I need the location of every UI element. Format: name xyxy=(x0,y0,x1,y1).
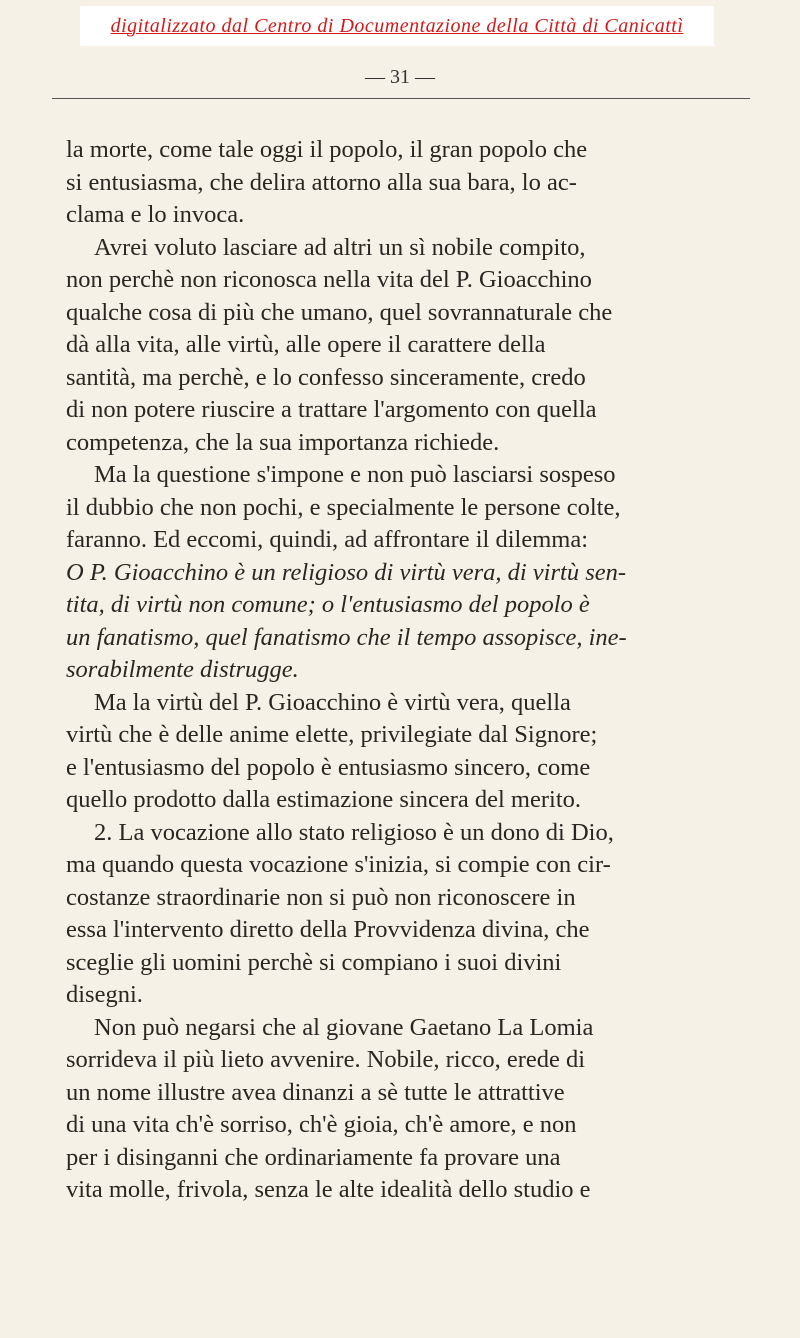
text-line: competenza, che la sua importanza richiede. xyxy=(66,428,500,456)
text-line: il dubbio che non pochi, e specialmente le persone colte, xyxy=(66,493,621,521)
text-line: essa l'intervento diretto della Provvidenza divina, che xyxy=(66,916,590,943)
text-line: dà alla vita, alle virtù, alle opere il carattere della xyxy=(66,331,546,358)
body-text xyxy=(66,134,738,1207)
text-line: vita molle, frivola, senza le alte idealità dello studio e xyxy=(66,1176,591,1203)
text-line: sorrideva il più lieto avvenire. Nobile, ricco, erede di xyxy=(66,1046,586,1073)
text-line: di una vita ch'è sorriso, ch'è gioia, ch'è amore, e non xyxy=(66,1111,577,1138)
watermark-text: digitalizzato dal Centro di Documentazione della Città di Canicattì xyxy=(110,14,684,37)
text-line: disegni. xyxy=(66,981,143,1008)
text-line: e l'entusiasmo del popolo è entusiasmo sincero, come xyxy=(66,753,591,781)
text-line: la morte, come tale oggi il popolo, il gran popolo che xyxy=(66,136,588,163)
text-line: 2. La vocazione allo stato religioso è un dono di Dio, xyxy=(94,818,614,846)
text-line: santità, ma perchè, e lo confesso sinceramente, credo xyxy=(66,363,586,391)
text-line: O P. Gioacchino è un religioso di virtù vera, di virtù sen- xyxy=(66,558,627,586)
text-line: sorabilmente distrugge. xyxy=(66,656,299,683)
text-line: tita, di virtù non comune; o l'entusiasmo del popolo è xyxy=(66,591,590,618)
text-line: faranno. Ed eccomi, quindi, ad affrontare il dilemma: xyxy=(66,526,589,553)
text-line: costanze straordinarie non si può non riconoscere in xyxy=(66,883,576,911)
text-line: Ma la virtù del P. Gioacchino è virtù vera, quella xyxy=(94,688,571,716)
text-line: quello prodotto dalla estimazione sincera del merito. xyxy=(66,786,582,813)
text-line: ma quando questa vocazione s'inizia, si compie con cir- xyxy=(66,851,611,878)
text-line: Non può negarsi che al giovane Gaetano La Lomia xyxy=(94,1013,594,1041)
text-line: non perchè non riconosca nella vita del P. Gioacchino xyxy=(66,266,592,293)
watermark-banner xyxy=(80,6,714,46)
text-line: Ma la questione s'impone e non può lasciarsi sospeso xyxy=(94,461,616,488)
text-line: sceglie gli uomini perchè si compiano i suoi divini xyxy=(66,948,562,976)
text-line: un fanatismo, quel fanatismo che il tempo assopisce, ine- xyxy=(66,623,627,651)
text-line: per i disinganni che ordinariamente fa provare una xyxy=(66,1143,561,1171)
page-number: — 31 — xyxy=(365,66,435,88)
text-line: qualche cosa di più che umano, quel sovrannaturale che xyxy=(66,298,613,326)
text-line: di non potere riuscire a trattare l'argomento con quella xyxy=(66,396,597,423)
text-line: virtù che è delle anime elette, privilegiate dal Signore; xyxy=(66,721,598,748)
text-line: un nome illustre avea dinanzi a sè tutte le attrattive xyxy=(66,1078,565,1106)
text-line: si entusiasma, che delira attorno alla sua bara, lo ac- xyxy=(66,168,577,196)
header-rule xyxy=(52,98,750,99)
text-line: Avrei voluto lasciare ad altri un sì nobile compito, xyxy=(94,233,586,261)
text-line: clama e lo invoca. xyxy=(66,201,245,228)
